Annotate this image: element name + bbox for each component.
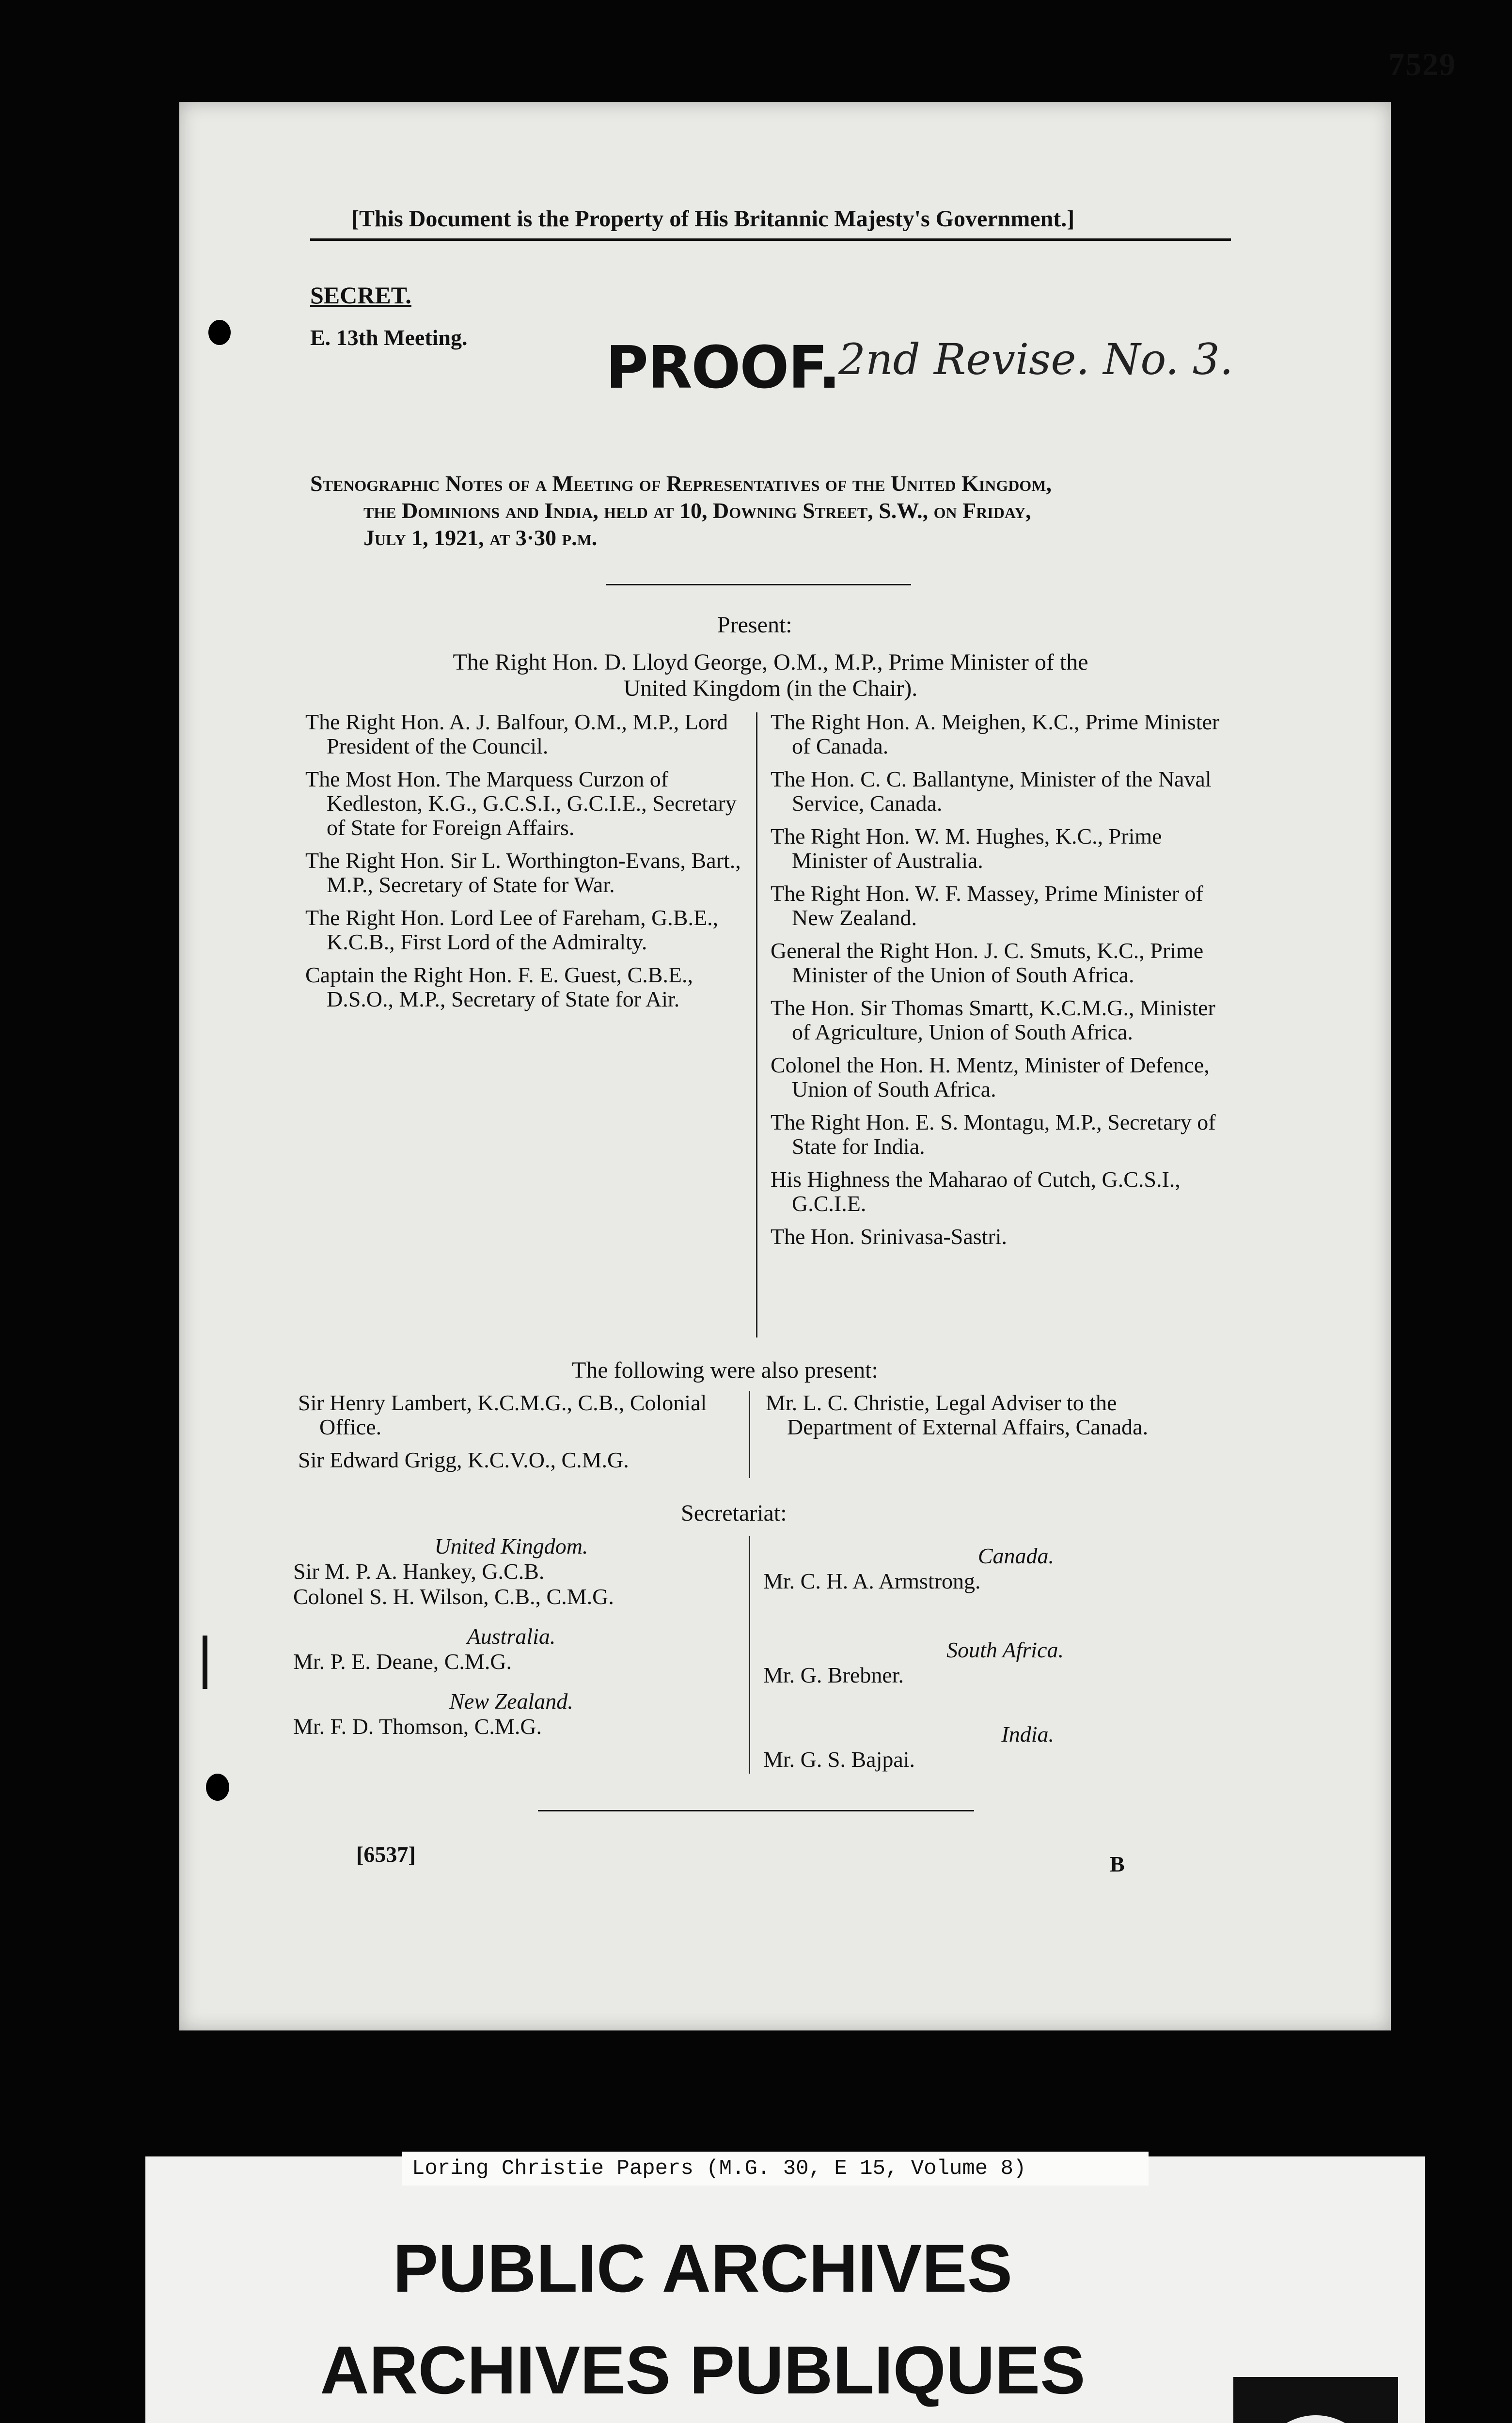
present-right-entry: The Right Hon. W. M. Hughes, K.C., Prime Minister of Australia. [771, 824, 1162, 873]
meeting-ref: E. 13th Meeting. [310, 325, 468, 350]
present-right-entry: The Right Hon. A. Meighen, K.C., Prime Minister of Canada. [771, 709, 1220, 758]
present-right-entry: The Right Hon. E. S. Montagu, M.P., Secretary of State for India. [771, 1110, 1216, 1159]
also-present-entry: Sir Henry Lambert, K.C.M.G., C.B., Colonial Office. [298, 1390, 707, 1439]
secretariat-uk-label: United Kingdom. [434, 1534, 588, 1558]
proof-stamp: PROOF. [606, 334, 840, 402]
present-right-entry: The Hon. C. C. Ballantyne, Minister of the Naval Service, Canada. [771, 767, 1212, 816]
print-code: [6537] [356, 1842, 416, 1867]
secretariat-entry: Mr. C. H. A. Armstrong. [763, 1569, 981, 1593]
secretariat-right [763, 1543, 1199, 1772]
punch-hole [208, 320, 231, 345]
also-present-heading: The following were also present: [572, 1357, 878, 1383]
title-line-2: the Dominions and India, held at 10, Downing Street, S.W., on Friday, [363, 498, 1031, 523]
secretariat-canada-label: Canada. [977, 1543, 1054, 1568]
secretariat-sa-label: South Africa. [946, 1637, 1064, 1662]
title-line-1: Stenographic Notes of a Meeting of Representatives of the United Kingdom, [310, 471, 1052, 496]
signature-mark: B [1110, 1852, 1125, 1876]
secretariat-entry: Mr. G. S. Bajpai. [763, 1747, 915, 1772]
margin-mark [203, 1636, 207, 1689]
chair-entry [310, 649, 1231, 702]
present-right-entry: Colonel the Hon. H. Mentz, Minister of Defence, Union of South Africa. [771, 1053, 1210, 1101]
secretariat-nz-label: New Zealand. [449, 1689, 573, 1714]
page-number: 7529 [1388, 47, 1456, 82]
present-left-entry: The Right Hon. A. J. Balfour, O.M., M.P., Lord President of the Council. [305, 709, 728, 758]
present-right-entry: The Hon. Sir Thomas Smartt, K.C.M.G., Minister of Agriculture, Union of South Africa. [771, 995, 1215, 1044]
also-present-left [298, 1391, 734, 1481]
secretariat-entry: Mr. G. Brebner. [763, 1663, 904, 1687]
secretariat-divider [749, 1536, 750, 1774]
secretariat-heading: Secretariat: [681, 1500, 787, 1526]
chair-line-2: United Kingdom (in the Chair). [623, 676, 918, 701]
present-right-column [771, 710, 1221, 1258]
present-right-entry: General the Right Hon. J. C. Smuts, K.C., Prime Minister of the Union of South Africa. [771, 938, 1204, 987]
archive-logo-icon [1233, 2377, 1398, 2423]
secretariat-left [293, 1534, 729, 1739]
punch-hole [206, 1774, 229, 1801]
public-archives-canada-logo [1233, 2377, 1398, 2423]
title-line-3: July 1, 1921, at 3·30 p.m. [363, 525, 598, 550]
present-right-entry: His Highness the Maharao of Cutch, G.C.S.I., G.C.I.E. [771, 1167, 1181, 1216]
secretariat-entry: Sir M. P. A. Hankey, G.C.B. [293, 1559, 545, 1584]
chair-line-1: The Right Hon. D. Lloyd George, O.M., M.P., Prime Minister of the [453, 649, 1088, 675]
secretariat-entry: Mr. F. D. Thomson, C.M.G. [293, 1714, 542, 1739]
secretariat-entry: Colonel S. H. Wilson, C.B., C.M.G. [293, 1584, 614, 1609]
present-left-entry: The Right Hon. Sir L. Worthington-Evans, Bart., M.P., Secretary of State for War. [305, 848, 741, 897]
secretariat-india-label: India. [1001, 1722, 1054, 1746]
present-heading: Present: [717, 612, 792, 638]
present-left-entry: Captain the Right Hon. F. E. Guest, C.B.E., D.S.O., M.P., Secretary of State for Air. [305, 962, 693, 1011]
also-present-entry: Sir Edward Grigg, K.C.V.O., C.M.G. [298, 1448, 629, 1472]
secretariat-entry: Mr. P. E. Deane, C.M.G. [293, 1649, 512, 1674]
classification: SECRET. [310, 282, 411, 309]
archive-title-fr: ARCHIVES PUBLIQUES [320, 2332, 1086, 2408]
present-right-entry: The Right Hon. W. F. Massey, Prime Minister of New Zealand. [771, 881, 1203, 930]
also-column-divider [749, 1391, 750, 1478]
also-present-entry: Mr. L. C. Christie, Legal Adviser to the Department of External Affairs, Canada. [766, 1390, 1149, 1439]
present-left-entry: The Right Hon. Lord Lee of Fareham, G.B.E., K.C.B., First Lord of the Admiralty. [305, 905, 719, 954]
present-left-column [305, 710, 741, 1020]
closing-rule [538, 1810, 974, 1811]
property-underline [310, 238, 1231, 241]
property-notice: [This Document is the Property of His Britannic Majesty's Government.] [351, 206, 1075, 232]
present-left-entry: The Most Hon. The Marquess Curzon of Kedleston, K.G., G.C.S.I., G.C.I.E., Secretary of State for Foreign Affairs. [305, 767, 737, 840]
collection-label: Loring Christie Papers (M.G. 30, E 15, Volume 8) [402, 2152, 1149, 2186]
archive-title-en: PUBLIC ARCHIVES [393, 2230, 1013, 2306]
handwritten-note: 2nd Revise. No. 3. [838, 334, 1233, 384]
meeting-title [310, 470, 1367, 551]
title-divider [606, 584, 911, 585]
secretariat-australia-label: Australia. [467, 1624, 556, 1649]
present-right-entry: The Hon. Srinivasa-Sastri. [771, 1224, 1008, 1249]
also-present-right [766, 1391, 1216, 1448]
present-column-divider [756, 712, 757, 1337]
